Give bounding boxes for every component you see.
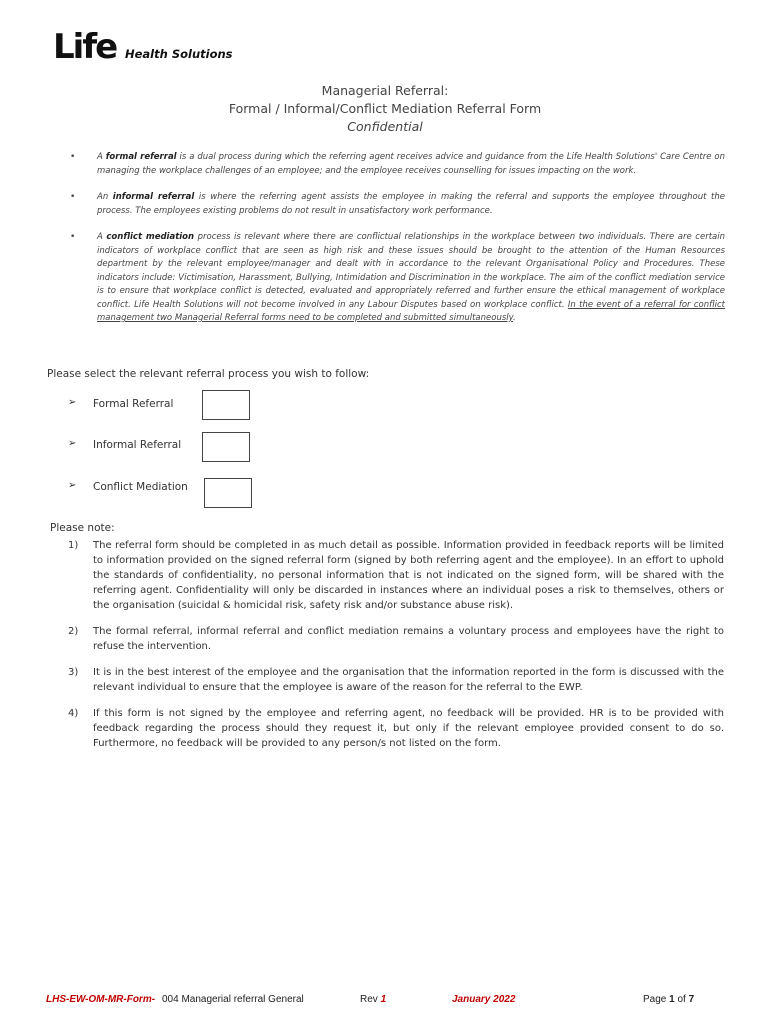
note-text: The formal referral, informal referral and conflict mediation remains a voluntary process and employees have the right to refuse the intervention. <box>93 626 724 652</box>
bullet-icon: • <box>70 232 76 242</box>
revision-label: Rev <box>360 994 381 1005</box>
page-of: of <box>674 994 689 1005</box>
term-formal-referral: formal referral <box>105 152 177 162</box>
conflict-mediation-checkbox[interactable] <box>204 478 252 508</box>
option-label: Informal Referral <box>93 439 182 451</box>
term-conflict-mediation: conflict mediation <box>106 232 195 242</box>
definition-informal <box>70 191 725 218</box>
definition-list <box>70 151 725 339</box>
bullet-icon: • <box>70 152 76 162</box>
page-total: 7 <box>688 994 695 1005</box>
option-label: Formal Referral <box>93 398 174 410</box>
page-footer <box>0 994 770 1008</box>
note-number: 4) <box>68 708 79 719</box>
document-title <box>0 82 770 136</box>
bullet-icon: • <box>70 192 76 202</box>
definition-text: is where the referring agent assists the employee in making the referral and supports the employee throughout the process. The employees existing problems do not result in unsatisfactory work performance. <box>97 192 725 216</box>
definition-text: process is relevant where there are conflictual relationships in the workplace between two individuals. There are certain indicators of workplace conflict that are seen as high risk and these issues should be brought to the attention of the Human Resources department by the relevant employee/manager and dealt with in accordance to the relevant Organisational Policy and Procedures. These indicators include: Victimisation, Harassment, Bullying, Intimidation and Discrimination in the workplace. The aim of the conflict mediation service is to ensure that workplace conflict is detected, evaluated and appropriately referred and further ensure the ethical management of workplace conflict. Life Health Solutions will not become involved in any Labour Disputes based on workplace conflict. <box>97 232 725 310</box>
note-item <box>68 706 724 751</box>
bullet-lead: A <box>97 232 107 242</box>
page-label: Page <box>643 994 670 1005</box>
note-item <box>68 624 724 654</box>
bullet-lead: A <box>97 152 106 162</box>
revision <box>360 994 386 1005</box>
note-number: 2) <box>68 626 79 637</box>
definition-text: is a dual process during which the referring agent receives advice and guidance from the Life Health Solutions' Care Centre on managing the workplace challenges of an employee; and the employee receives counselling for issues impacting on the work. <box>97 152 725 176</box>
form-date: January 2022 <box>452 994 516 1005</box>
note-number: 3) <box>68 667 79 678</box>
arrow-bullet-icon: ➢ <box>68 438 77 449</box>
revision-number: 1 <box>380 994 387 1005</box>
notes-list <box>68 538 724 762</box>
note-text: The referral form should be completed in as much detail as possible. Information provided in feedback reports will be limited to information provided on the signed referral form (signed by both referring agent and the employee). In an effort to uphold the standards of confidentiality, no personal information that is not indicated on the signed form, will be shared with the referring agent. Confidentiality will only be discarded in instances where an individual poses a risk to themselves, others or the organisation (suicidal & homicidal risk, safety risk and/or substance abuse risk). <box>93 540 724 611</box>
definition-formal <box>70 151 725 178</box>
term-informal-referral: informal referral <box>112 192 195 202</box>
bullet-lead: An <box>97 192 113 202</box>
conflict-requirement-note: In the event of a referral for conflict management two Managerial Referral forms need to be completed and submitted simultaneously <box>97 299 725 323</box>
title-line-2: Formal / Informal/Conflict Mediation Referral Form <box>228 101 542 116</box>
note-text: It is in the best interest of the employee and the organisation that the information reported in the form is discussed with the relevant individual to ensure that the employee is aware of the reason for the referral to the EWP. <box>93 667 724 693</box>
form-description: 004 Managerial referral General <box>162 994 304 1005</box>
formal-referral-checkbox[interactable] <box>202 390 250 420</box>
logo-brand: Life <box>53 27 117 67</box>
bullet-tail: . <box>513 313 516 323</box>
arrow-bullet-icon: ➢ <box>68 480 77 491</box>
title-line-1: Managerial Referral: <box>321 83 449 98</box>
note-item <box>68 665 724 695</box>
form-code: LHS-EW-OM-MR-Form- <box>46 994 156 1005</box>
option-label: Conflict Mediation <box>93 481 188 493</box>
arrow-bullet-icon: ➢ <box>68 397 77 408</box>
note-number: 1) <box>68 540 79 551</box>
select-prompt: Please select the relevant referral process you wish to follow: <box>47 368 370 380</box>
informal-referral-checkbox[interactable] <box>202 432 250 462</box>
logo-tagline: Health Solutions <box>125 47 233 61</box>
please-note-heading: Please note: <box>50 522 115 534</box>
title-confidential: Confidential <box>347 119 423 134</box>
note-item <box>68 538 724 613</box>
note-text: If this form is not signed by the employee and referring agent, no feedback will be provided. HR is to be provided with feedback regarding the process should they request it, but only if the relevant employee provided consent to do so. Furthermore, no feedback will be provided to any person/s not listed on the form. <box>93 708 724 749</box>
page-number <box>643 994 694 1005</box>
definition-conflict <box>70 231 725 326</box>
page-current: 1 <box>669 994 675 1005</box>
